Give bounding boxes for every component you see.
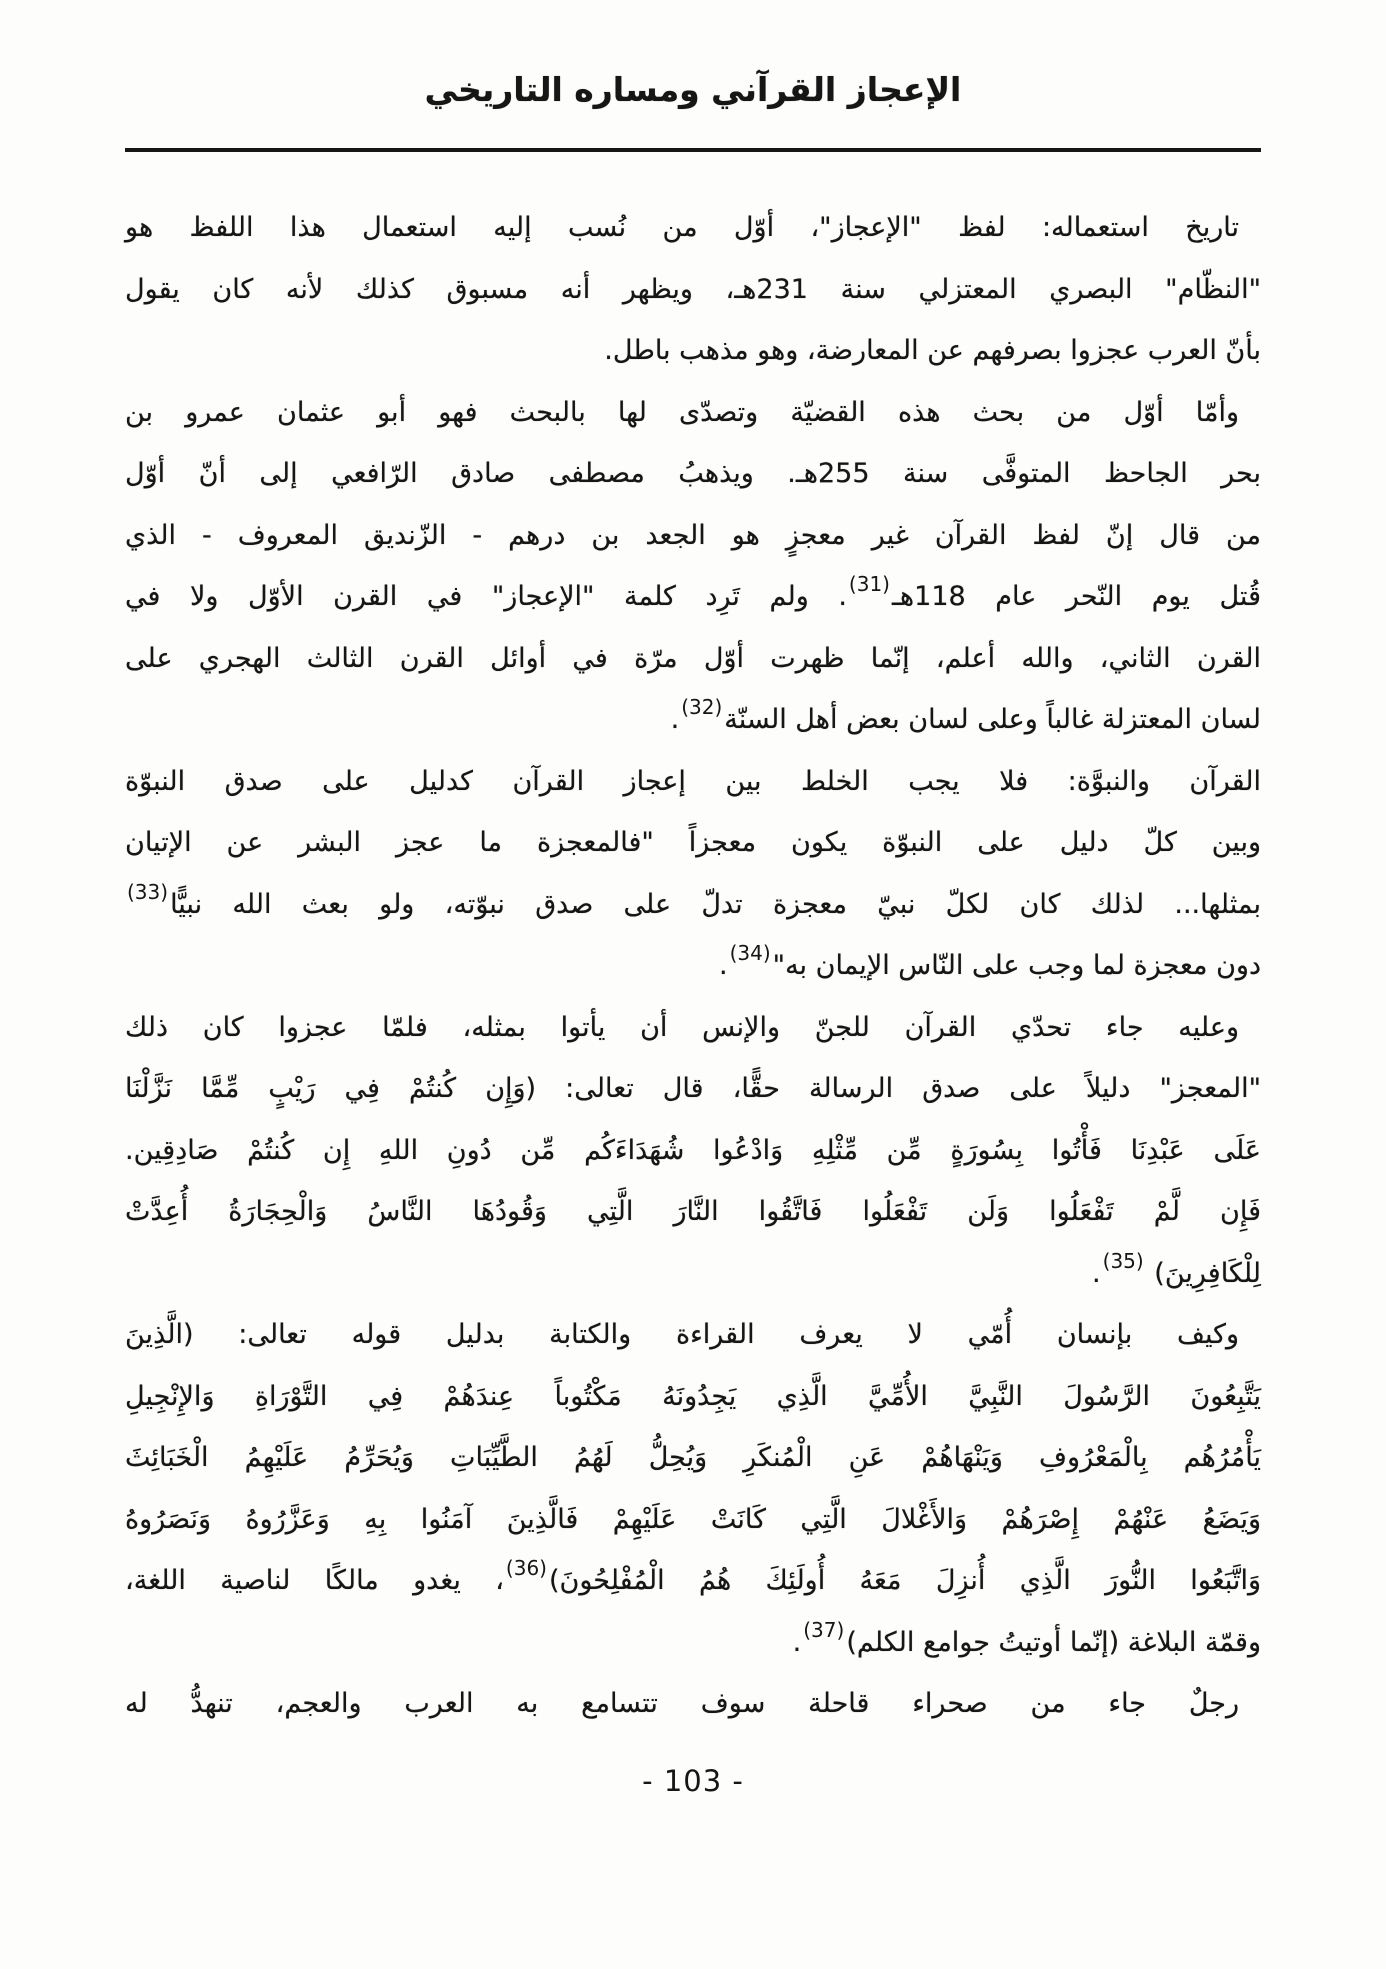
footnote-ref: (34)	[729, 941, 771, 965]
text-line: وبين كلّ دليل على النبوّة يكون معجزاً "فالمعجزة ما عجز البشر عن الإتيان	[125, 827, 1261, 858]
text-line: وَاتَّبَعُوا النُّورَ الَّذِي أُنزِلَ مَعَهُ أُولَئِكَ هُمُ الْمُفْلِحُونَ)$^{(36)}$، يغدو مالكًا لناصية اللغة،	[125, 1556, 1261, 1596]
text-line: فَإِن لَّمْ تَفْعَلُوا وَلَن تَفْعَلُوا فَاتَّقُوا النَّارَ الَّتِي وَقُودُهَا النَّاسُ وَالْحِجَارَةُ أُعِدَّتْ	[125, 1196, 1261, 1227]
footnote-ref: (32)	[681, 695, 723, 719]
footnote-ref: (35)	[1102, 1248, 1144, 1273]
text-line: وعليه جاء تحدّي القرآن للجنّ والإنس أن يأتوا بمثله، فلمّا عجزوا كان ذلك	[125, 1011, 1239, 1043]
text-line: القرن الثاني، والله أعلم، إنّما ظهرت أوّل مرّة في أوائل القرن الثالث الهجري على	[125, 642, 1261, 674]
text-line: لِلْكَافِرِينَ) $^{(35)}$.	[1092, 1248, 1261, 1289]
page-header	[0, 0, 1386, 152]
page-number	[125, 1763, 1261, 1799]
footnote-ref: (33)	[127, 879, 169, 904]
footnote-ref: (31)	[848, 572, 890, 596]
text-line: "المعجز" دليلاً على صدق الرسالة حقًّا، قال تعالى: (وَإِن كُنتُمْ فِي رَيْبٍ مِّمَّا نَزَّلْنَا	[125, 1073, 1261, 1104]
text-line: رجلٌ جاء من صحراء قاحلة سوف تتسامع به العرب والعجم، تنهدُّ له	[125, 1688, 1239, 1719]
text-line: بحر الجاحظ المتوفَّى سنة 255هـ. ويذهبُ مصطفى صادق الرّافعي إلى أنّ أوّل	[125, 458, 1261, 489]
text-line: من قال إنّ لفظ القرآن غير معجزٍ هو الجعد بن درهم - الزّنديق المعروف - الذي	[125, 519, 1261, 551]
text-line: وقمّة البلاغة (إنّما أوتيتُ جوامع الكلم)$^{(37)}$.	[792, 1617, 1261, 1658]
body-text	[125, 197, 1261, 1735]
text-line: وأمّا أوّل من بحث هذه القضيّة وتصدّى لها بالبحث فهو أبو عثمان عمرو بن	[125, 396, 1239, 428]
text-line: دون معجزة لما وجب على النّاس الإيمان به"$^{(34)}$.	[719, 941, 1261, 981]
page-number-value: - 103 -	[642, 1763, 744, 1798]
text-line: بأنّ العرب عجزوا بصرفهم عن المعارضة، وهو مذهب باطل.	[604, 335, 1261, 366]
header-rule	[125, 148, 1261, 152]
running-head-title: الإعجاز القرآني ومساره التاريخي	[424, 70, 962, 109]
text-line: بمثلها... لذلك كان لكلّ نبيّ معجزة تدلّ على صدق نبوّته، ولو بعث الله نبيًّا$^{(33)}$	[127, 879, 1261, 920]
text-line: يَتَّبِعُونَ الرَّسُولَ النَّبِيَّ الأُمِّيَّ الَّذِي يَجِدُونَهُ مَكْتُوباً عِندَهُمْ فِي التَّوْرَاةِ وَالإِنْجِيلِ	[125, 1380, 1261, 1412]
text-line: تاريخ استعماله: لفظ "الإعجاز"، أوّل من نُسب إليه استعمال هذا اللفظ هو	[125, 212, 1239, 243]
text-line: عَلَى عَبْدِنَا فَأْتُوا بِسُورَةٍ مِّن مِّثْلِهِ وَادْعُوا شُهَدَاءَكُم مِّن دُونِ اللهِ إِن كُنتُمْ صَادِقِين.	[125, 1134, 1261, 1166]
footnote-ref: (37)	[803, 1617, 845, 1642]
text-line: القرآن والنبوَّة: فلا يجب الخلط بين إعجاز القرآن كدليل على صدق النبوّة	[125, 765, 1261, 797]
text-line: "النظّام" البصري المعتزلي سنة 231هـ، ويظهر أنه مسبوق كذلك لأنه كان يقول	[125, 273, 1261, 305]
text-line: وَيَضَعُ عَنْهُمْ إِصْرَهُمْ وَالأَغْلالَ الَّتِي كَانَتْ عَلَيْهِمْ فَالَّذِينَ آمَنُوا بِهِ وَعَزَّرُوهُ وَنَصَرُوهُ	[125, 1503, 1261, 1535]
footnote-ref: (36)	[505, 1556, 547, 1580]
text-line: لسان المعتزلة غالباً وعلى لسان بعض أهل السنّة$^{(32)}$.	[670, 695, 1261, 735]
page-footer	[0, 1763, 1386, 1799]
text-line: وكيف بإنسان أُمّي لا يعرف القراءة والكتابة بدليل قوله تعالى: (الَّذِينَ	[125, 1319, 1239, 1350]
text-line: يَأْمُرُهُم بِالْمَعْرُوفِ وَيَنْهَاهُمْ عَنِ الْمُنكَرِ وَيُحِلُّ لَهُمُ الطَّيِّبَاتِ وَيُحَرِّمُ عَلَيْهِمُ الْخَبَائِثَ	[125, 1442, 1261, 1473]
text-line: قُتل يوم النّحر عام 118هـ$^{(31)}$. ولم تَرِد كلمة "الإعجاز" في القرن الأوّل ولا في	[125, 572, 1261, 612]
